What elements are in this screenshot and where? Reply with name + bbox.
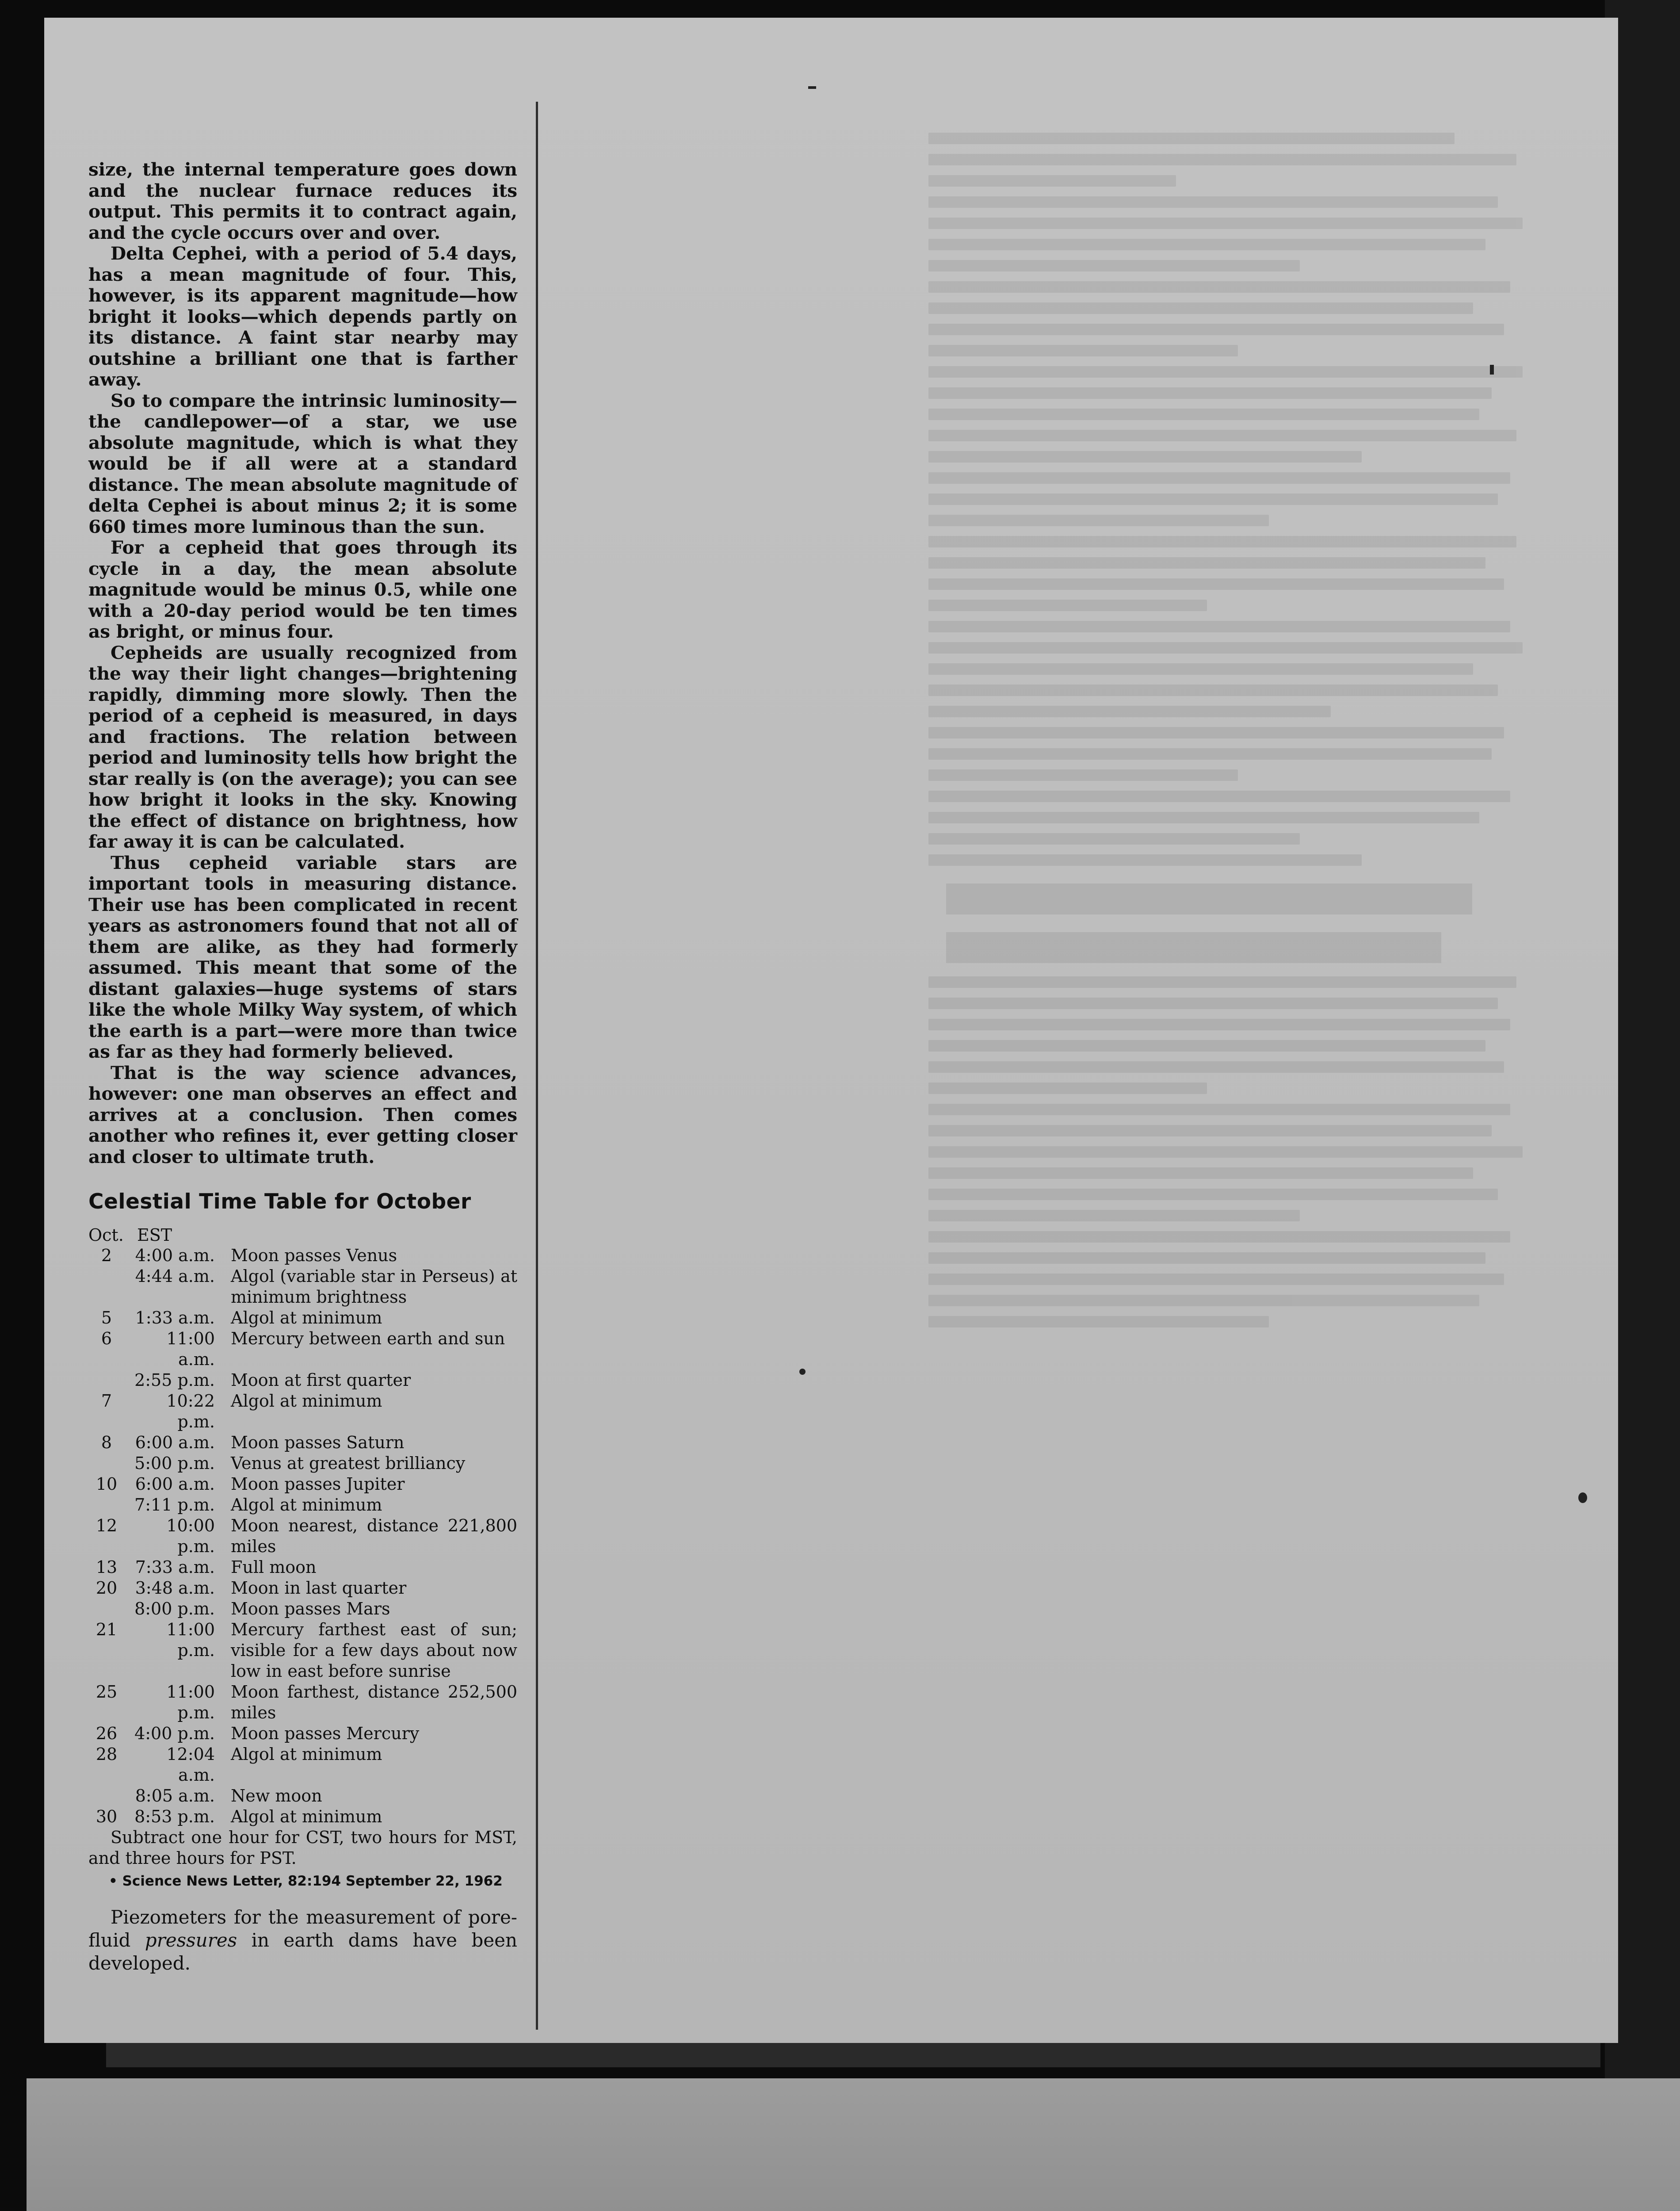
timetable-row xyxy=(88,1495,517,1515)
column-rule xyxy=(536,102,538,2030)
timezone-note: Subtract one hour for CST, two hours for MST, and three hours for PST. xyxy=(88,1828,517,1868)
row-time: 3:48 a.m. xyxy=(135,1578,215,1598)
row-time: 8:53 p.m. xyxy=(134,1807,215,1826)
row-event: Venus at greatest brilliancy xyxy=(231,1454,466,1473)
row-time: 11:00 a.m. xyxy=(166,1329,215,1369)
row-date xyxy=(88,1599,125,1619)
row-date: 8 xyxy=(101,1433,112,1452)
row-event: Mercury farthest east of sun; visible for a few days about now low in east before sunrise xyxy=(231,1620,517,1681)
timetable-row xyxy=(88,1682,517,1723)
timetable-title: Celestial Time Table for October xyxy=(88,1190,471,1214)
row-event: Mercury between earth and sun xyxy=(231,1329,505,1348)
row-event: Full moon xyxy=(231,1557,317,1577)
article-paragraph: Cepheids are usually recognized from the way their light changes—brightening rapidly, dimming more slowly. Then the period of a cepheid is measured, in days and fractions. The relation between period and luminosity tells how bright the star really is (on the average); you can see how bright it looks in the sky. Knowing the effect of distance on brightness, how far away it is can be calculated. xyxy=(88,642,517,852)
timetable-row xyxy=(88,1744,517,1786)
row-event: Algol at minimum xyxy=(231,1391,382,1411)
timetable-row xyxy=(88,1619,517,1682)
timetable-rows xyxy=(88,1245,517,1827)
timetable-row xyxy=(88,1515,517,1557)
film-speck xyxy=(1490,365,1494,375)
row-date: 25 xyxy=(95,1682,118,1702)
article-paragraph: size, the internal temperature goes down and the nuclear furnace reduces its output. This permits it to contract again, and the cycle occurs over and over. xyxy=(88,159,517,243)
article-paragraph: Thus cepheid variable stars are important tools in measuring distance. Their use has been complicated in recent years as astronomers found that not all of them are alike, as they had formerly assumed. This meant that some of the distant galaxies—huge systems of stars like the whole Milky Way system, of which the earth is a part—were more than twice as far as they had formerly believed. xyxy=(88,852,517,1062)
timetable-header xyxy=(88,1225,517,1245)
row-time: 7:11 p.m. xyxy=(134,1495,215,1515)
timetable-row xyxy=(88,1245,517,1266)
row-time: 1:33 a.m. xyxy=(135,1308,215,1327)
source-credit: • Science News Letter, 82:194 September 22, 1962 xyxy=(109,1873,503,1889)
film-speck xyxy=(1578,1492,1587,1503)
row-date: 26 xyxy=(95,1724,118,1743)
timetable-row xyxy=(88,1806,517,1827)
row-time: 4:44 a.m. xyxy=(135,1266,215,1286)
timetable-row xyxy=(88,1370,517,1391)
row-date: 10 xyxy=(95,1474,118,1494)
filler-item xyxy=(88,1906,517,1975)
timetable-row xyxy=(88,1453,517,1474)
row-event: Moon passes Mercury xyxy=(231,1724,420,1743)
row-event: Algol at minimum xyxy=(231,1308,382,1327)
row-event: Moon farthest, distance 252,500 miles xyxy=(231,1682,517,1722)
timetable-time-header: EST xyxy=(137,1225,172,1245)
row-event: Algol at minimum xyxy=(231,1744,382,1764)
row-event: Moon in last quarter xyxy=(231,1578,407,1598)
reverse-side-bleed-through xyxy=(928,133,1547,1990)
row-date: 21 xyxy=(95,1620,118,1639)
row-event: Moon at first quarter xyxy=(231,1370,411,1390)
row-time: 8:00 p.m. xyxy=(134,1599,215,1618)
row-date: 20 xyxy=(95,1578,118,1598)
article-paragraph: For a cepheid that goes through its cycle in a day, the mean absolute magnitude would be minus 0.5, while one with a 20-day period would be ten times as bright, or minus four. xyxy=(88,537,517,642)
row-event: New moon xyxy=(231,1786,322,1806)
article-column xyxy=(88,159,517,1975)
row-event: Moon passes Jupiter xyxy=(231,1474,405,1494)
row-date: 6 xyxy=(101,1329,112,1348)
row-date xyxy=(88,1495,125,1515)
row-date xyxy=(88,1786,125,1806)
row-time: 8:05 a.m. xyxy=(135,1786,215,1806)
row-time: 2:55 p.m. xyxy=(134,1370,215,1390)
row-time: 4:00 a.m. xyxy=(135,1246,215,1265)
row-time: 10:00 p.m. xyxy=(166,1516,215,1556)
article-paragraph: So to compare the intrinsic luminosity—the candlepower—of a star, we use absolute magnitude, which is what they would be if all were at a standard distance. The mean absolute magnitude of delta Cephei is about minus 2; it is some 660 times more luminous than the sun. xyxy=(88,390,517,537)
timetable-row xyxy=(88,1432,517,1453)
row-event: Algol (variable star in Perseus) at minimum brightness xyxy=(231,1266,517,1307)
timetable-row xyxy=(88,1557,517,1578)
timetable-row xyxy=(88,1786,517,1806)
row-date xyxy=(88,1453,125,1474)
row-event: Moon passes Mars xyxy=(231,1599,390,1618)
row-date: 2 xyxy=(101,1246,112,1265)
page-shadow xyxy=(106,2043,1600,2067)
row-date: 5 xyxy=(101,1308,112,1327)
row-time: 11:00 p.m. xyxy=(166,1682,215,1722)
row-date: 13 xyxy=(95,1557,118,1577)
film-speck xyxy=(808,86,816,89)
article-paragraph: Delta Cephei, with a period of 5.4 days, has a mean magnitude of four. This, however, is its apparent magnitude—how bright it looks—which depends partly on its distance. A faint star nearby may outshine a brilliant one that is farther away. xyxy=(88,243,517,390)
filler-emphasis: pressures xyxy=(145,1929,237,1951)
scanner-bed xyxy=(27,2078,1680,2211)
row-time: 7:33 a.m. xyxy=(135,1557,215,1577)
row-time: 6:00 a.m. xyxy=(135,1474,215,1494)
timetable-row xyxy=(88,1266,517,1308)
timetable-row xyxy=(88,1599,517,1619)
row-time: 6:00 a.m. xyxy=(135,1433,215,1452)
row-time: 5:00 p.m. xyxy=(134,1454,215,1473)
row-date: 28 xyxy=(95,1744,118,1764)
timetable-row xyxy=(88,1578,517,1599)
row-time: 10:22 p.m. xyxy=(166,1391,215,1431)
row-date: 12 xyxy=(95,1516,118,1535)
article-paragraph: That is the way science advances, however: one man observes an effect and arrives at a conclusion. Then comes another who refines it, ever getting closer and closer to ultimate truth. xyxy=(88,1062,517,1167)
film-speck xyxy=(799,1369,806,1375)
row-time: 4:00 p.m. xyxy=(134,1724,215,1743)
timetable-row xyxy=(88,1723,517,1744)
row-date xyxy=(88,1370,125,1391)
row-event: Moon nearest, distance 221,800 miles xyxy=(231,1516,517,1556)
timetable-row xyxy=(88,1391,517,1432)
row-time: 12:04 a.m. xyxy=(166,1744,215,1785)
row-date: 30 xyxy=(95,1807,118,1826)
filler-text-start: Piezometers for the measurement of pore-fluid xyxy=(88,1906,517,1951)
filler-text-end: in earth dams have been developed. xyxy=(88,1929,518,1974)
timetable-row xyxy=(88,1328,517,1370)
timetable-row xyxy=(88,1474,517,1495)
row-event: Moon passes Venus xyxy=(231,1246,397,1265)
row-event: Algol at minimum xyxy=(231,1807,382,1826)
row-time: 11:00 p.m. xyxy=(166,1620,215,1660)
row-date xyxy=(88,1266,125,1308)
timetable-date-header: Oct. xyxy=(88,1225,124,1245)
row-event: Moon passes Saturn xyxy=(231,1433,405,1452)
row-event: Algol at minimum xyxy=(231,1495,382,1515)
timetable-row xyxy=(88,1308,517,1328)
row-date: 7 xyxy=(101,1391,112,1411)
